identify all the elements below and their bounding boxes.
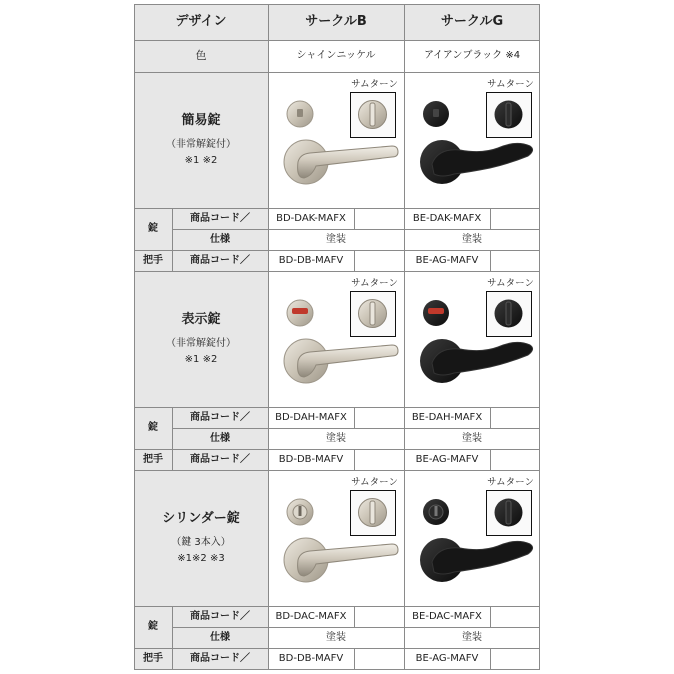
section-3-name: シリンダー錠 xyxy=(162,511,240,527)
thumbturn-label: サムターン xyxy=(351,278,398,289)
section-3-sub: （鍵 3本入） xyxy=(171,536,231,548)
divider xyxy=(490,449,491,470)
divider xyxy=(172,627,540,628)
section-3-spec-label xyxy=(172,627,268,648)
color-circle-g xyxy=(404,40,540,72)
section-2-spec-label xyxy=(172,428,268,449)
color-circle-b-text: シャインニッケル xyxy=(296,50,376,61)
code-label-text: 商品コード／ xyxy=(190,453,250,465)
lever-handle-black-icon xyxy=(412,295,538,405)
section-3-code-b xyxy=(268,606,354,627)
divider xyxy=(134,72,540,73)
divider xyxy=(354,250,355,271)
divider xyxy=(134,606,540,607)
section-3-handle-code-label xyxy=(172,648,268,670)
section-1-lock-label xyxy=(134,208,172,250)
section-3-code-g xyxy=(404,606,490,627)
section-1-image-b xyxy=(268,72,404,208)
thumbturn-label: サムターン xyxy=(487,477,534,488)
border xyxy=(134,669,540,670)
color-circle-b xyxy=(268,40,404,72)
divider xyxy=(134,407,540,408)
code-b-text: BD-DAC-MAFX xyxy=(275,610,347,622)
lever-handle-nickel-icon xyxy=(276,494,402,604)
section-2-image-b xyxy=(268,271,404,407)
divider xyxy=(354,606,355,627)
section-3-lock-label xyxy=(134,606,172,648)
divider xyxy=(134,648,540,649)
section-3-handle-g xyxy=(404,648,490,670)
code-label-text: 商品コード／ xyxy=(190,653,250,664)
border xyxy=(539,4,540,670)
divider xyxy=(134,40,540,41)
divider xyxy=(354,407,355,428)
header-design xyxy=(134,4,268,40)
section-1-spec-b xyxy=(268,229,404,250)
section-2-code-b xyxy=(268,407,354,428)
divider xyxy=(134,449,540,450)
divider xyxy=(172,229,540,230)
spec-g-text: 塗装 xyxy=(462,631,482,643)
section-2-name: 表示錠 xyxy=(181,312,221,328)
code-b-text: BD-DAH-MAFX xyxy=(275,411,347,423)
section-1-sub: （非常解錠付） xyxy=(166,138,236,150)
section-1-handle-label xyxy=(134,250,172,271)
color-circle-g-text: アイアンブラック ※4 xyxy=(423,50,521,61)
section-1-code-label xyxy=(172,208,268,229)
section-1-name: 簡易錠 xyxy=(181,113,221,129)
section-3-code-label xyxy=(172,606,268,627)
divider xyxy=(134,208,540,209)
section-3-spec-b xyxy=(268,627,404,648)
section-3-image-b xyxy=(268,470,404,606)
handle-g-text: BE-AG-MAFV xyxy=(415,254,479,266)
thumbturn-label: サムターン xyxy=(351,79,398,90)
spec-g-text: 塗装 xyxy=(462,432,482,444)
divider xyxy=(172,208,173,271)
section-2-handle-b xyxy=(268,449,354,470)
divider xyxy=(490,606,491,627)
handle-label-text: 把手 xyxy=(143,254,163,266)
section-2-spec-g xyxy=(404,428,540,449)
header-design-text: デザイン xyxy=(175,14,227,30)
border xyxy=(134,4,540,5)
section-1-spec-label xyxy=(172,229,268,250)
divider xyxy=(490,250,491,271)
section-2-lock-label xyxy=(134,407,172,449)
section-1-handle-b xyxy=(268,250,354,271)
divider xyxy=(490,648,491,670)
handle-b-text: BD-DB-MAFV xyxy=(278,653,344,664)
handle-g-text: BE-AG-MAFV xyxy=(415,453,479,465)
spec-b-text: 塗装 xyxy=(326,631,346,643)
divider xyxy=(354,208,355,229)
code-label-text: 商品コード／ xyxy=(190,254,250,266)
thumbturn-label: サムターン xyxy=(351,477,398,488)
spec-b-text: 塗装 xyxy=(326,432,346,444)
lock-label-text: 錠 xyxy=(148,422,158,433)
handle-b-text: BD-DB-MAFV xyxy=(278,254,344,266)
divider xyxy=(490,407,491,428)
section-1-code-g xyxy=(404,208,490,229)
section-1-spec-g xyxy=(404,229,540,250)
lever-handle-nickel-icon xyxy=(276,295,402,405)
border xyxy=(134,4,135,670)
handle-label-text: 把手 xyxy=(143,453,163,465)
code-g-text: BE-DAH-MAFX xyxy=(411,411,483,423)
section-1-handle-code-label xyxy=(172,250,268,271)
header-circle-g-text: サークルG xyxy=(440,14,504,30)
spec-label-text: 仕様 xyxy=(210,233,230,245)
handle-g-text: BE-AG-MAFV xyxy=(415,653,479,664)
section-3-image-g xyxy=(404,470,540,606)
divider xyxy=(490,208,491,229)
handle-b-text: BD-DB-MAFV xyxy=(278,453,344,465)
section-2-image-g xyxy=(404,271,540,407)
handle-label-text: 把手 xyxy=(143,653,163,664)
header-circle-g xyxy=(404,4,540,40)
lever-handle-black-icon xyxy=(412,96,538,206)
section-2-label xyxy=(134,271,268,407)
section-1-code-b xyxy=(268,208,354,229)
section-1-notes: ※1 ※2 xyxy=(184,154,218,166)
header-circle-b-text: サークルB xyxy=(305,14,367,30)
lever-handle-black-icon xyxy=(412,494,538,604)
section-2-handle-g xyxy=(404,449,490,470)
section-2-handle-label xyxy=(134,449,172,470)
code-g-text: BE-DAK-MAFX xyxy=(412,212,482,224)
section-2-handle-code-label xyxy=(172,449,268,470)
lock-label-text: 錠 xyxy=(148,621,158,632)
code-b-text: BD-DAK-MAFX xyxy=(276,212,346,224)
section-2-notes: ※1 ※2 xyxy=(184,353,218,365)
lock-label-text: 錠 xyxy=(148,223,158,234)
section-3-label xyxy=(134,470,268,606)
color-label xyxy=(134,40,268,72)
spec-label-text: 仕様 xyxy=(210,631,230,643)
section-1-image-g xyxy=(404,72,540,208)
divider xyxy=(404,4,405,670)
section-3-handle-b xyxy=(268,648,354,670)
section-2-code-g xyxy=(404,407,490,428)
thumbturn-label: サムターン xyxy=(487,278,534,289)
divider xyxy=(134,271,540,272)
code-label-text: 商品コード／ xyxy=(190,411,250,423)
divider xyxy=(268,4,269,670)
divider xyxy=(354,648,355,670)
divider xyxy=(172,428,540,429)
section-1-handle-g xyxy=(404,250,490,271)
code-g-text: BE-DAC-MAFX xyxy=(412,610,482,622)
section-2-code-label xyxy=(172,407,268,428)
divider xyxy=(134,470,540,471)
spec-label-text: 仕様 xyxy=(210,432,230,444)
header-circle-b xyxy=(268,4,404,40)
divider xyxy=(354,449,355,470)
section-2-spec-b xyxy=(268,428,404,449)
divider xyxy=(172,407,173,470)
thumbturn-label: サムターン xyxy=(487,79,534,90)
section-3-handle-label xyxy=(134,648,172,670)
section-3-notes: ※1※2 ※3 xyxy=(177,552,225,564)
code-label-text: 商品コード／ xyxy=(190,610,250,622)
color-label-text: 色 xyxy=(195,49,207,63)
divider xyxy=(172,606,173,670)
section-1-label xyxy=(134,72,268,208)
code-label-text: 商品コード／ xyxy=(190,212,250,224)
spec-b-text: 塗装 xyxy=(326,233,346,245)
divider xyxy=(134,250,540,251)
section-2-sub: （非常解錠付） xyxy=(166,337,236,349)
section-3-spec-g xyxy=(404,627,540,648)
spec-g-text: 塗装 xyxy=(462,233,482,245)
spec-table xyxy=(134,4,540,670)
lever-handle-nickel-icon xyxy=(276,96,402,206)
